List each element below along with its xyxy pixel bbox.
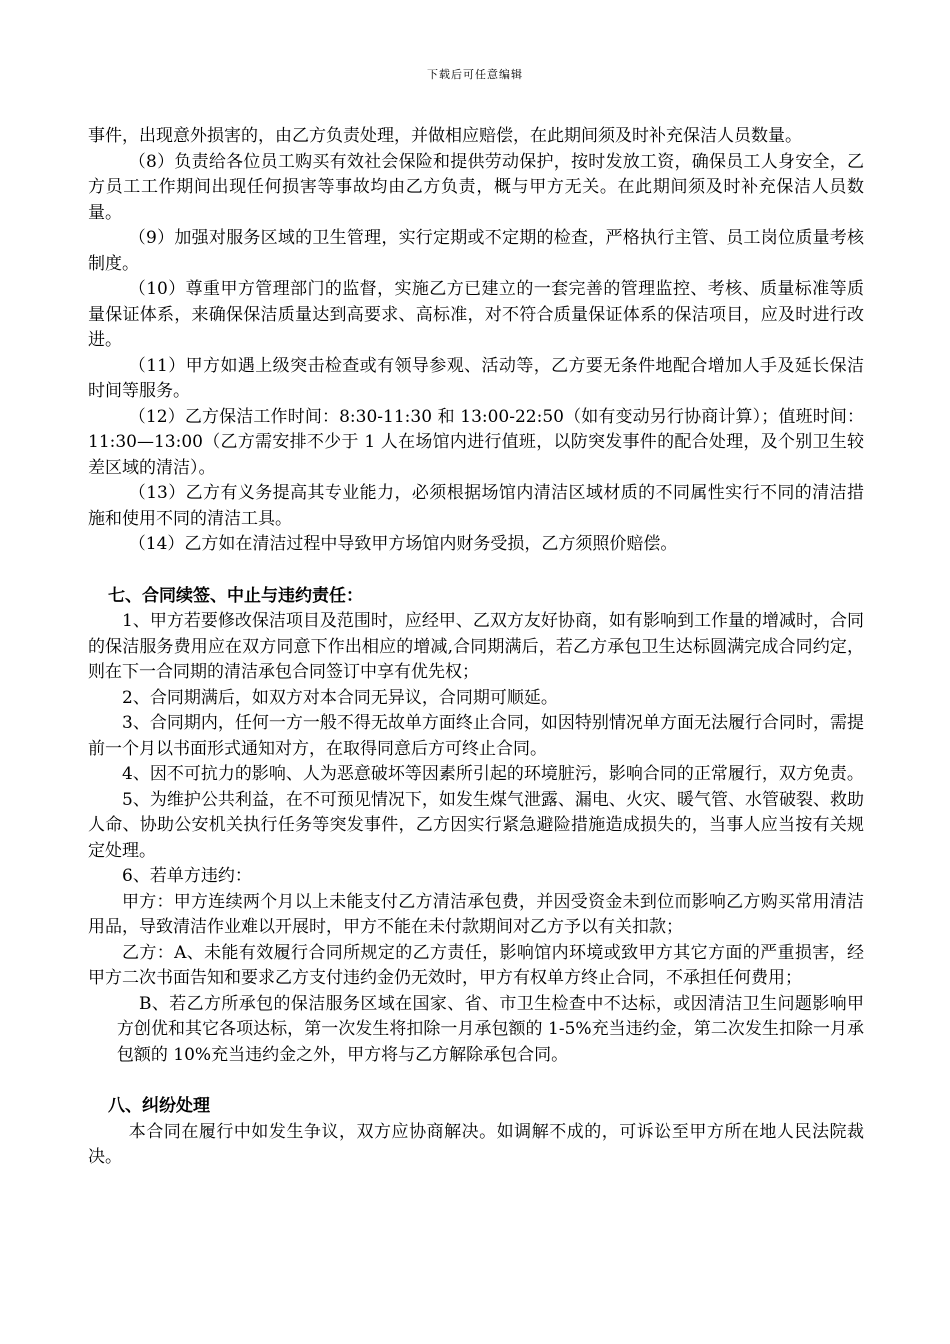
section-heading: 八、纠纷处理 xyxy=(108,1096,210,1116)
paragraph: 甲方：甲方连续两个月以上未能支付乙方清洁承包费，并因受资金未到位而影响乙方购买常用清洁用品，导致清洁作业难以开展时，甲方不能在未付款期间对乙方予以有关扣款； xyxy=(88,891,864,937)
paragraph-gap xyxy=(88,558,864,584)
paragraph: （10）尊重甲方管理部门的监督，实施乙方已建立的一套完善的管理监控、考核、质量标准等质量保证体系，来确保保洁质量达到高要求、高标准，对不符合质量保证体系的保洁项目，应及时进行改进。 xyxy=(88,279,864,350)
paragraph: （14）乙方如在清洁过程中导致甲方场馆内财务受损，乙方须照价赔偿。 xyxy=(128,534,678,554)
paragraph: 6、若单方违约： xyxy=(122,866,252,886)
paragraph: 3、合同期内，任何一方一般不得无故单方面终止合同，如因特别情况单方面无法履行合同时，需提前一个月以书面形式通知对方，在取得同意后方可终止合同。 xyxy=(88,713,864,759)
paragraph-gap xyxy=(88,1068,864,1094)
paragraph: 2、合同期满后，如双方对本合同无异议，合同期可顺延。 xyxy=(122,687,558,708)
paragraph: 事件，出现意外损害的，由乙方负责处理，并做相应赔偿，在此期间须及时补充保洁人员数量。 xyxy=(88,126,802,146)
paragraph: （13）乙方有义务提高其专业能力，必须根据场馆内清洁区域材质的不同属性实行不同的清洁措施和使用不同的清洁工具。 xyxy=(88,483,864,529)
paragraph: 5、为维护公共利益，在不可预见情况下，如发生煤气泄露、漏电、火灾、暖气管、水管破裂、救助人命、协助公安机关执行任务等突发事件，乙方因实行紧急避险措施造成损失的，当事人应当按有关规定处理。 xyxy=(88,789,864,861)
paragraph: （8）负责给各位员工购买有效社会保险和提供劳动保护，按时发放工资，确保员工人身安全，乙方员工工作期间出现任何损害等事故均由乙方负责，概与甲方无关。在此期间须及时补充保洁人员数量。 xyxy=(88,151,864,223)
paragraph: （9）加强对服务区域的卫生管理，实行定期或不定期的检查，严格执行主管、员工岗位质量考核制度。 xyxy=(88,228,864,274)
paragraph: 1、甲方若要修改保洁项目及范围时，应经甲、乙双方友好协商，如有影响到工作量的增减时，合同的保洁服务费用应在双方同意下作出相应的增减,合同期满后，若乙方承包卫生达标圆满完成合同约定，则在下一合同期的清洁承包合同签订中享有优先权； xyxy=(88,611,864,682)
document-body xyxy=(88,124,864,1171)
paragraph: 乙方：A、未能有效履行合同所规定的乙方责任，影响馆内环境或致甲方其它方面的严重损害，经甲方二次书面告知和要求乙方支付违约金仍无效时，甲方有权单方终止合同，不承担任何费用； xyxy=(88,942,864,988)
paragraph: B、若乙方所承包的保洁服务区域在国家、省、市卫生检查中不达标，或因清洁卫生问题影响甲方创优和其它各项达标，第一次发生将扣除一月承包额的 1-5%充当违约金，第二次发生扣除一月承包额的 10%充当违约金之外，甲方将与乙方解除承包合同。 xyxy=(116,993,864,1065)
paragraph: 本合同在履行中如发生争议，双方应协商解决。如调解不成的，可诉讼至甲方所在地人民法院裁决。 xyxy=(88,1121,864,1167)
section-heading: 七、合同续签、中止与违约责任： xyxy=(108,585,363,606)
page-header: 下载后可任意编辑 xyxy=(427,68,523,81)
paragraph: （12）乙方保洁工作时间：8:30-11:30 和 13:00-22:50（如有变动另行协商计算）；值班时间：11:30—13:00（乙方需安排不少于 1 人在场馆内进行值班，以防突发事件的配合处理，及个别卫生较差区域的清洁）。 xyxy=(88,406,864,478)
paragraph: （11）甲方如遇上级突击检查或有领导参观、活动等，乙方要无条件地配合增加人手及延长保洁时间等服务。 xyxy=(88,355,864,401)
paragraph: 4、因不可抗力的影响、人为恶意破坏等因素所引起的环境脏污，影响合同的正常履行，双方免责。 xyxy=(122,764,864,784)
